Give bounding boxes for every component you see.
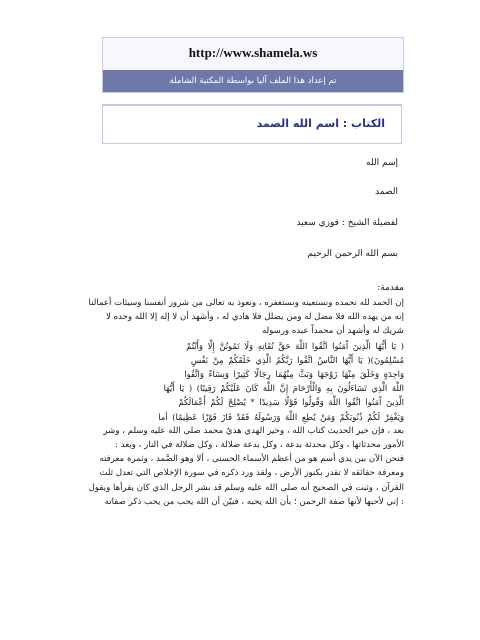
body-line: الأمور محدثاتها ، وكل محدثة بدعة ، وكل بدعة ضلالة ، وكل ضلالة في النار ، وبعد : <box>115 440 404 451</box>
quran-line: ( يَا أَيُّهَا الَّذِينَ آَمَنُوا اتَّقُوا اللَّهَ حَقَّ تُقَاتِهِ وَلَا تَمُوتُنَّ إِلَّا وَأَنْتُمْ <box>186 340 404 351</box>
site-url-link[interactable]: http://www.shamela.ws <box>188 45 318 60</box>
samad-line: الصمد <box>375 187 398 197</box>
book-title: الكتاب : اسم الله الصمد <box>102 104 402 144</box>
quran-line: الَّذِينَ آَمَنُوا اتَّقُوا اللَّهَ وَقُولُوا قَوْلًا سَدِيدًا * يُصْلِحْ لَكُمْ أَعْمَالَكُمْ <box>178 397 404 408</box>
intro-heading: مقدمة: <box>377 283 404 293</box>
site-header <box>102 37 404 93</box>
quran-line: وَيَغْفِرْ لَكُمْ ذُنُوبَكُمْ وَمَنْ يُطِعِ اللَّهَ وَرَسُولَهُ فَقَدْ فَازَ فَوْزًا عَظِيمًا) أما <box>158 411 404 422</box>
body-line: : إني لأحبها لأنها صفة الرحمن ؛ بأن الله يحبه ، فبيّن أن الله يحب من يحب ذكر صفاته <box>104 496 404 507</box>
body-line: بعد ، فإن خير الحديث كتاب الله ، وخير الهدي هديُ محمد صلى الله عليه وسلم ، وشر <box>103 425 404 436</box>
author-line: لفضيلة الشيخ : فوزي سعيد <box>296 218 398 228</box>
body-line: شريك له وأشهد أن محمداً عبده ورسوله <box>261 326 404 337</box>
quran-line: مُسْلِمُونَ)( يَا أَيُّهَا النَّاسُ اتَّقُوا رَبَّكُمُ الَّذِي خَلَقَكُمْ مِنْ نَفْسٍ <box>190 354 404 365</box>
body-line: إنه من يهده الله فلا مضل له ومن يضلل فلا هادي له ، وأشهد أن لا إله إلا الله وحده لا <box>106 312 404 323</box>
quran-line: وَاحِدَةٍ وَخَلَقَ مِنْهَا زَوْجَهَا وَبَثَّ مِنْهُمَا رِجَالًا كَثِيرًا وَنِسَاءً وَاتَّقُوا <box>184 369 404 380</box>
body-text <box>76 296 404 509</box>
body-line: إن الحمد لله نحمده ونستعينه ونستغفره ، ونعوذ به تعالى من شرور أنفسنا وسيئات أعمالنا <box>88 298 404 308</box>
body-line: ومعرفة حقائقه لا تقدر بكنوز الأرض ، ولقد ورد ذكره في سورة الإخلاص التي تعدل ثلث <box>99 468 404 479</box>
body-line: القرآن ، وثبت في الصحيح أنه صلى الله عليه وسلم قد بشر الرجل الذي كان يقرأها ويقول <box>88 482 404 493</box>
shamela-banner: تم إعداد هذا الملف آليا بواسطة المكتبة الشاملة <box>103 70 403 92</box>
quran-line: اللَّهَ الَّذِي تَسَاءَلُونَ بِهِ وَالْأَرْحَامَ إِنَّ اللَّهَ كَانَ عَلَيْكُمْ رَقِيبًا) ( يَا أَيُّهَا <box>163 383 404 394</box>
basmala-line: بسم الله الرحمن الرحيم <box>307 249 398 259</box>
name-line: إسم الله <box>366 158 398 168</box>
body-line: فنحن الآن بين يدي أسم هو من أعظم الأسماء الحسنى ، ألا وهو الصَّمد ، وثمرة معرفته <box>99 454 404 465</box>
